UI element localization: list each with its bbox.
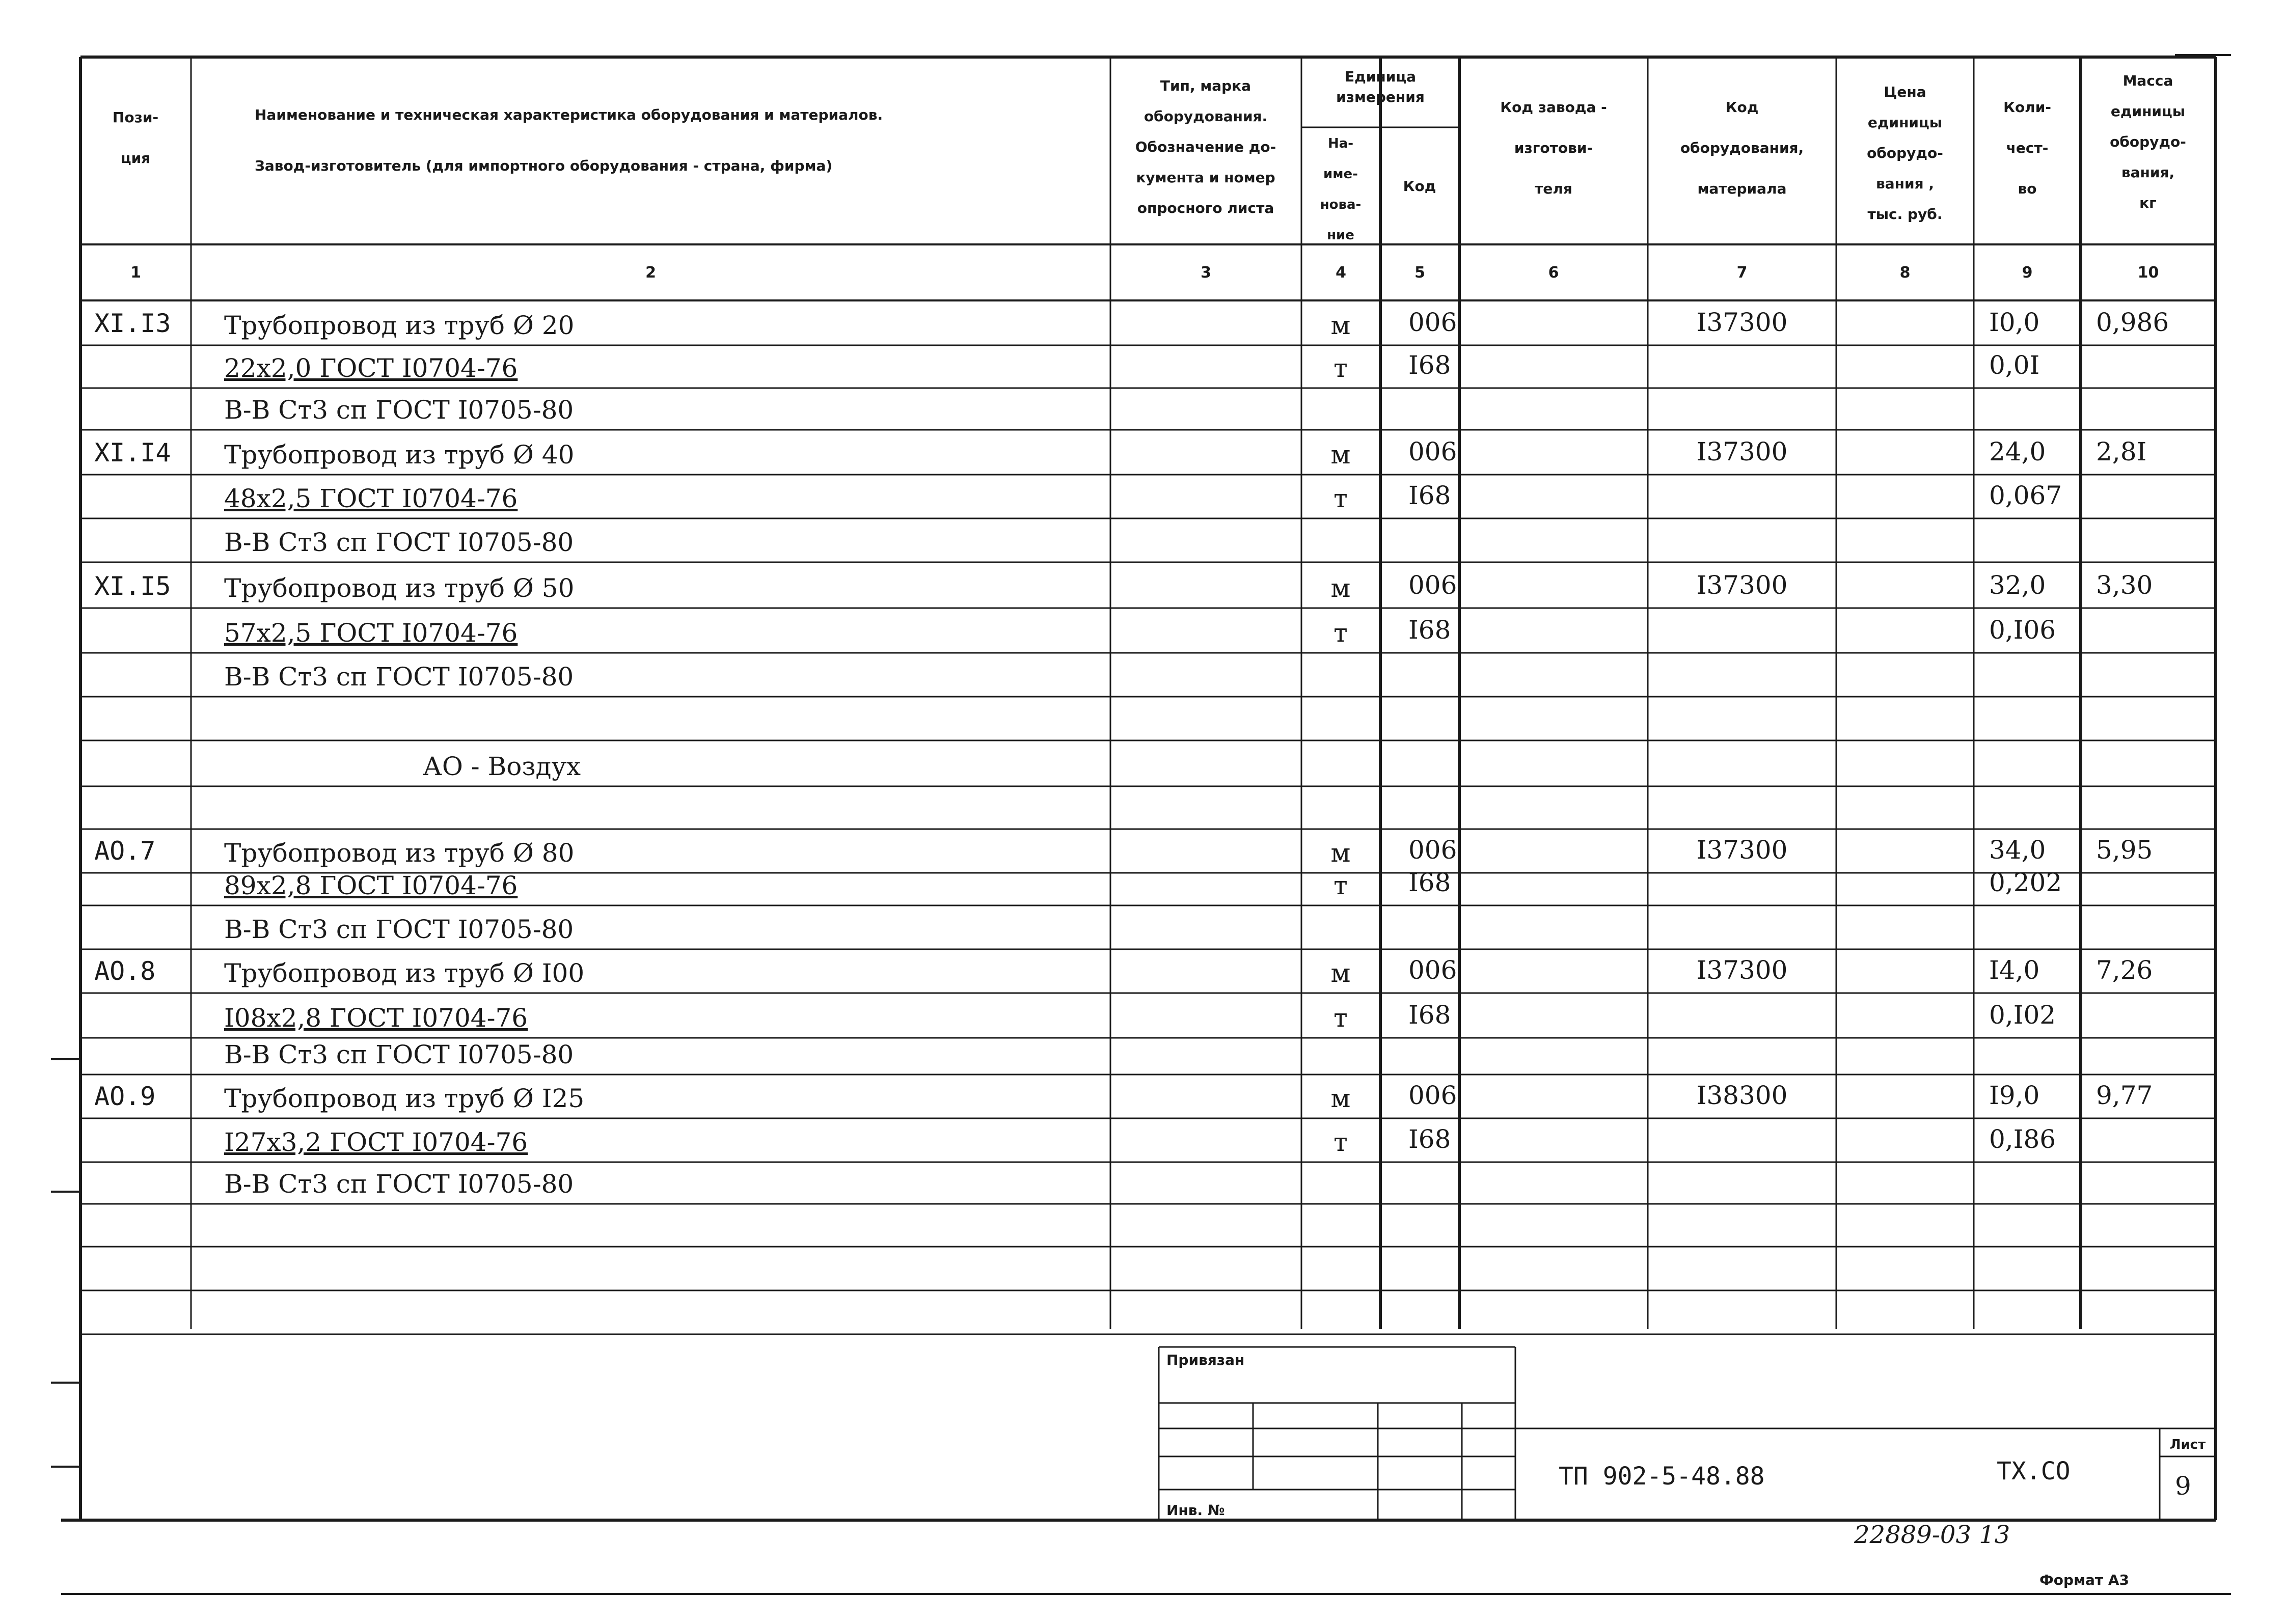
unit-code-cell: 006: [1408, 835, 1457, 865]
type-header-line: опросного листа: [1137, 200, 1274, 216]
position-cell: XI.I3: [94, 309, 171, 338]
format-label: Формат А3: [2039, 1572, 2129, 1588]
quantity-header-line: Коли-: [2003, 99, 2051, 116]
unit-cell: т: [1334, 1003, 1348, 1033]
quantity-cell: 34,0: [1989, 835, 2046, 865]
name-cell: Трубопровод из труб Ø I25: [224, 1084, 585, 1113]
unit-cell: м: [1330, 440, 1351, 470]
unit-cell: т: [1334, 353, 1348, 383]
equipment-code-cell: I37300: [1696, 437, 1788, 466]
equipment-code-header-line: материала: [1697, 180, 1787, 197]
column-number: 3: [1201, 264, 1211, 282]
factory-code-header-line: изготови-: [1514, 140, 1593, 156]
unit-group-header-line: измерения: [1336, 89, 1425, 105]
price-header-line: вания ,: [1876, 175, 1934, 192]
quantity-header-line: во: [2018, 180, 2037, 197]
equipment-code-cell: I37300: [1696, 570, 1788, 600]
unit-code-cell: I68: [1408, 1124, 1451, 1154]
quantity-cell: 24,0: [1989, 437, 2046, 466]
mass-cell: 5,95: [2096, 835, 2153, 865]
unit-code-cell: 006: [1408, 1081, 1457, 1110]
name-cell: Трубопровод из труб Ø I00: [224, 958, 585, 988]
mass-header-line: вания,: [2121, 164, 2175, 181]
equipment-code-cell: I37300: [1696, 955, 1788, 985]
unit-cell: т: [1334, 484, 1348, 513]
type-header-line: оборудования.: [1144, 108, 1268, 125]
name-cell: Трубопровод из труб Ø 40: [224, 440, 575, 470]
quantity-cell: 0,I86: [1989, 1124, 2056, 1154]
unit-group-header-line: Единица: [1345, 68, 1416, 85]
quantity-cell: 0,0I: [1989, 350, 2040, 380]
name-header-line: Наименование и техническая характеристика оборудования и материалов.: [255, 106, 883, 123]
quantity-cell: 0,067: [1989, 481, 2062, 510]
document-mark: ТХ.СО: [1997, 1457, 2071, 1485]
column-number: 5: [1414, 264, 1425, 282]
price-header-line: оборудо-: [1867, 145, 1943, 161]
name-cell: Трубопровод из труб Ø 80: [224, 838, 575, 868]
unit-cell: м: [1330, 573, 1351, 603]
unit-code-header: Код: [1403, 178, 1436, 195]
price-header-line: тыс. руб.: [1867, 206, 1943, 223]
name-cell: В-В Ст3 сп ГОСТ I0705-80: [224, 528, 574, 557]
name-cell: I08x2,8 ГОСТ I0704-76: [224, 1003, 528, 1033]
equipment-code-cell: I38300: [1696, 1081, 1788, 1110]
archive-number: 22889-03 13: [1854, 1521, 2010, 1549]
mass-cell: 2,8I: [2096, 437, 2147, 466]
position-cell: АО.9: [94, 1082, 156, 1111]
price-header-line: единицы: [1867, 114, 1943, 131]
unit-code-cell: 006: [1408, 437, 1457, 466]
unit-cell: т: [1334, 618, 1348, 648]
name-cell: 22x2,0 ГОСТ I0704-76: [224, 353, 518, 383]
name-cell: 89x2,8 ГОСТ I0704-76: [224, 871, 518, 900]
type-header-line: кумента и номер: [1136, 169, 1275, 186]
column-number: 1: [130, 264, 141, 282]
type-header-line: Тип, марка: [1160, 77, 1251, 94]
position-cell: XI.I5: [94, 571, 171, 601]
quantity-cell: 32,0: [1989, 570, 2046, 600]
unit-cell: м: [1330, 1084, 1351, 1113]
unit-name-header-line: На-: [1327, 136, 1354, 151]
column-number: 2: [645, 264, 656, 282]
unit-name-header-line: ние: [1327, 228, 1354, 243]
position-cell: АО.7: [94, 836, 156, 866]
unit-cell: м: [1330, 838, 1351, 868]
mass-header-line: оборудо-: [2110, 133, 2186, 150]
name-cell: В-В Ст3 сп ГОСТ I0705-80: [224, 395, 574, 425]
quantity-cell: 0,I06: [1989, 615, 2056, 645]
equipment-code-header-line: оборудования,: [1680, 140, 1804, 156]
unit-name-header-line: нова-: [1320, 197, 1362, 212]
mass-cell: 9,77: [2096, 1081, 2153, 1110]
quantity-cell: I0,0: [1989, 308, 2040, 337]
mass-cell: 7,26: [2096, 955, 2153, 985]
column-number: 9: [2022, 264, 2033, 282]
sheet-label: Лист: [2169, 1437, 2206, 1452]
equipment-code-header-line: Код: [1725, 99, 1759, 116]
position-header-line: ция: [120, 150, 151, 167]
unit-code-cell: 006: [1408, 570, 1457, 600]
name-cell: АО - Воздух: [423, 752, 581, 781]
unit-code-cell: 006: [1408, 308, 1457, 337]
quantity-header-line: чест-: [2006, 140, 2049, 156]
column-number: 4: [1336, 264, 1346, 282]
name-header-line: Завод-изготовитель (для импортного оборудования - страна, фирма): [255, 157, 833, 174]
price-header-line: Цена: [1884, 84, 1926, 100]
document-code: ТП 902-5-48.88: [1559, 1462, 1765, 1491]
column-number: 7: [1736, 264, 1748, 282]
column-number: 10: [2137, 264, 2159, 282]
quantity-cell: 0,202: [1989, 868, 2062, 897]
name-cell: В-В Ст3 сп ГОСТ I0705-80: [224, 1040, 574, 1069]
bound-label: Привязан: [1166, 1352, 1245, 1368]
equipment-code-cell: I37300: [1696, 835, 1788, 865]
unit-code-cell: I68: [1408, 481, 1451, 510]
position-cell: XI.I4: [94, 438, 171, 467]
quantity-cell: I9,0: [1989, 1081, 2040, 1110]
factory-code-header-line: теля: [1535, 180, 1572, 197]
quantity-cell: 0,I02: [1989, 1000, 2056, 1030]
unit-code-cell: I68: [1408, 615, 1451, 645]
mass-cell: 3,30: [2096, 570, 2153, 600]
type-header-line: Обозначение до-: [1135, 139, 1276, 155]
equipment-code-cell: I37300: [1696, 308, 1788, 337]
unit-code-cell: I68: [1408, 1000, 1451, 1030]
mass-header-line: Масса: [2122, 72, 2173, 89]
unit-cell: т: [1334, 871, 1348, 900]
column-number: 6: [1548, 264, 1559, 282]
name-cell: В-В Ст3 сп ГОСТ I0705-80: [224, 915, 574, 944]
name-cell: В-В Ст3 сп ГОСТ I0705-80: [224, 1169, 574, 1199]
unit-cell: м: [1330, 958, 1351, 988]
name-cell: Трубопровод из труб Ø 20: [224, 311, 575, 340]
mass-header-line: единицы: [2110, 103, 2186, 120]
unit-code-cell: I68: [1408, 868, 1451, 897]
name-cell: 57x2,5 ГОСТ I0704-76: [224, 618, 518, 648]
inventory-label: Инв. №: [1166, 1502, 1225, 1519]
name-cell: Трубопровод из труб Ø 50: [224, 573, 575, 603]
unit-code-cell: 006: [1408, 955, 1457, 985]
factory-code-header-line: Код завода -: [1500, 99, 1607, 116]
position-header-line: Пози-: [112, 109, 159, 126]
unit-cell: м: [1330, 311, 1351, 340]
name-cell: I27x3,2 ГОСТ I0704-76: [224, 1127, 528, 1157]
name-cell: В-В Ст3 сп ГОСТ I0705-80: [224, 662, 574, 692]
position-cell: АО.8: [94, 956, 156, 986]
sheet-number: 9: [2175, 1471, 2191, 1501]
name-cell: 48x2,5 ГОСТ I0704-76: [224, 484, 518, 513]
unit-name-header-line: име-: [1323, 167, 1358, 182]
mass-cell: 0,986: [2096, 308, 2169, 337]
mass-header-line: кг: [2139, 195, 2157, 211]
unit-cell: т: [1334, 1127, 1348, 1157]
column-number: 8: [1899, 264, 1911, 282]
quantity-cell: I4,0: [1989, 955, 2040, 985]
unit-code-cell: I68: [1408, 350, 1451, 380]
